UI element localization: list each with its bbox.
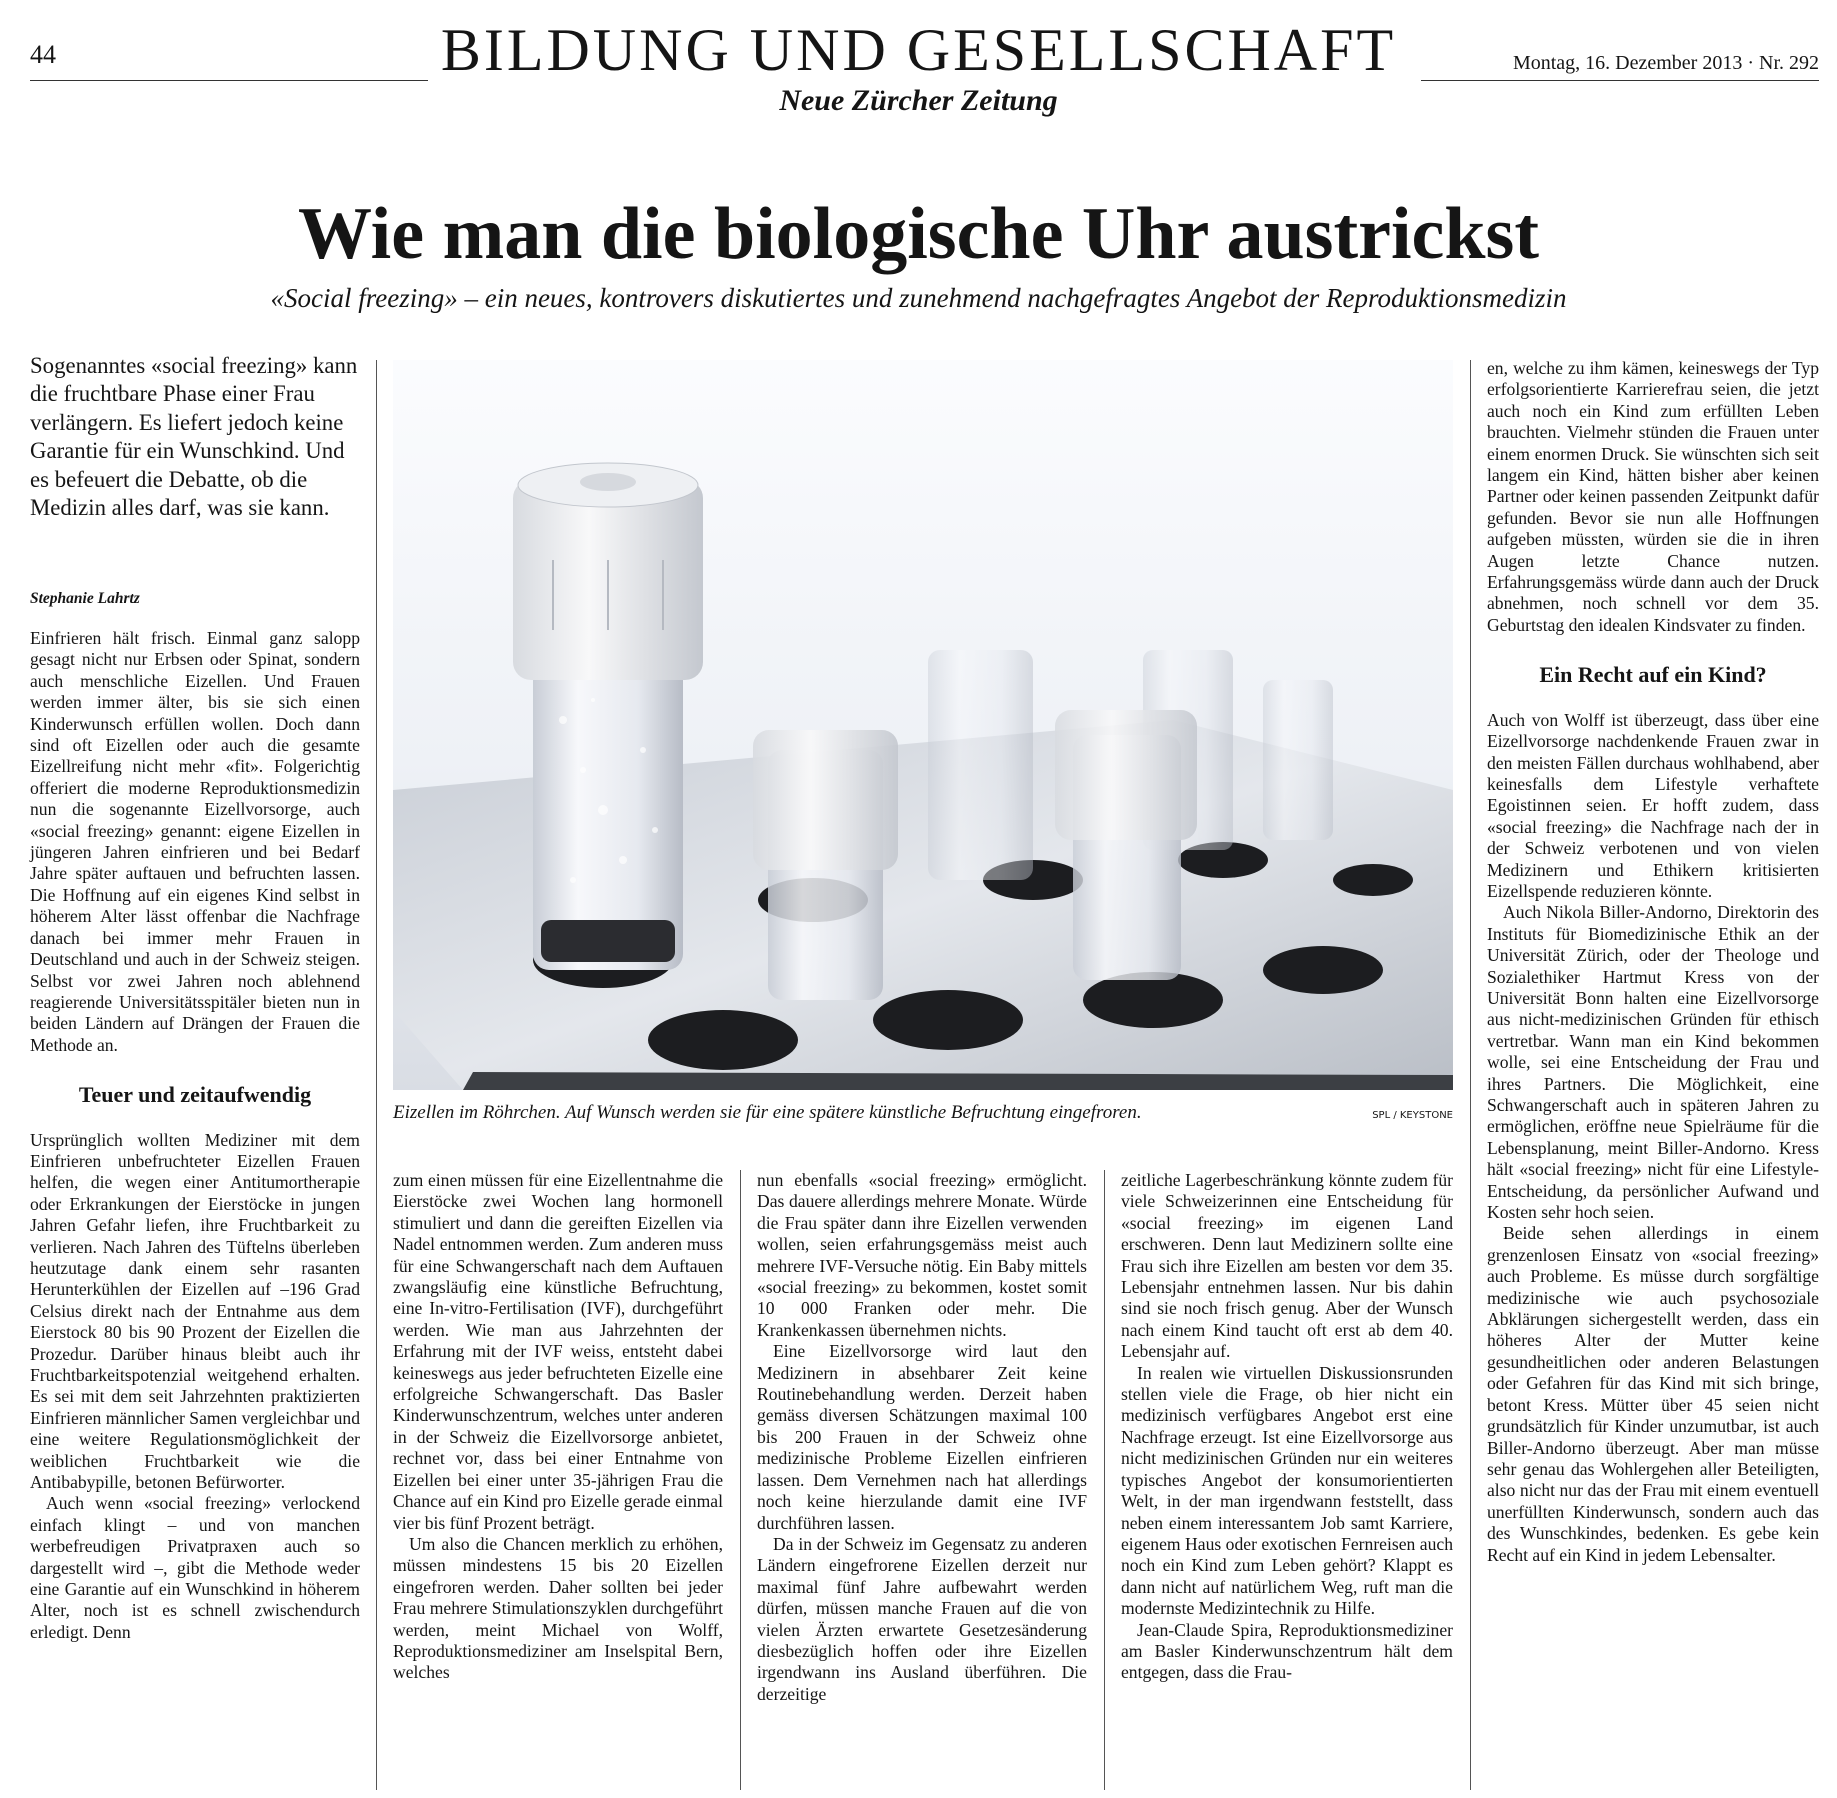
body-paragraph: Einfrieren hält frisch. Einmal ganz salopp gesagt nicht nur Erbsen oder Spinat, sondern auch menschliche Eizellen. Und Frauen werden immer älter, bis sie sich einen Kinderwunsch erfüllen wollen. Doch dann sind oft Eizellen oder auch die gesamte Eizellreifung nicht mehr «fit». Folgerichtig offeriert die moderne Reproduktionsmedizin nun die sogenannte Eizellvorsorge, auch «social freezing» genannt: eigene Eizellen in jüngeren Jahren einfrieren und bei Bedarf Jahre später auftauen und befruchten lassen. Die Hoffnung auf ein eigenes Kind selbst in höherem Alter lässt offenbar die Nachfrage danach bei immer mehr Frauen in Deutschland und auch in der Schweiz steigen. Selbst vor zwei Jahren noch ablehnend reagierende Universitätsspitäler bieten nun in beiden Ländern auf Drängen der Frauen die Methode an. (30, 628, 360, 1055)
lead-paragraph: Sogenanntes «social freezing» kann die fruchtbare Phase einer Frau verlängern. Es liefert jedoch keine Garantie für ein Wunschkind. Und es befeuert die Debatte, ob die Medizin alles darf, was sie kann. (30, 353, 358, 521)
body-paragraph: Auch Nikola Biller-Andorno, Direktorin des Instituts für Biomedizinische Ethik an der Universität Zürich, oder der Theologe und Sozialethiker Hartmut Kress von der Universität Bonn halten eine Eizellvorsorge aus nicht-medizinischen Gründen für ethisch vertretbar. Wann man ein Kind bekommen wolle, sei eine Entscheidung der Frau und ihres Partners. Die Möglichkeit, eine Schwangerschaft auch in späteren Jahren zu ermöglichen, eröffne neue Spielräume für die Lebensplanung, meint Biller-Andorno. Kress hält «social freezing» nicht für eine Lifestyle-Entscheidung, da persönlicher Aufwand und Kosten sehr hoch seien. (1487, 902, 1819, 1223)
body-paragraph: Beide sehen allerdings in einem grenzenlosen Einsatz von «social freezing» auch Probleme. Es müsse durch sorgfältige medizinische wie auch psychosoziale Abklärungen sichergestellt werden, dass ein höheres Alter der Mutter keine gesundheitlichen oder anderen Belastungen oder Gefahren für das Kind mit sich bringe, betont Kress. Mütter über 45 seien nicht grundsätzlich für Kinder unzumutbar, ist auch Biller-Andorno überzeugt. Aber man müsse sehr genau das Wohlergehen aller Beteiligten, also nicht nur das der Frau mit einem eventuell unerfüllten Kinderwunsch, sondern auch das des Wunschkindes, bedenken. Es gebe kein Recht auf ein Kind in jedem Lebensalter. (1487, 1223, 1819, 1565)
photo-caption: Eizellen im Röhrchen. Auf Wunsch werden sie für eine spätere künstliche Befruchtung eingefroren. (393, 1102, 1142, 1123)
photo-credit: SPL / KEYSTONE (1372, 1110, 1453, 1121)
subheading-recht: Ein Recht auf ein Kind? (1539, 662, 1767, 688)
body-paragraph: Jean-Claude Spira, Reproduktionsmediziner am Basler Kinderwunschzentrum hält dem entgegen, dass die Frau- (1121, 1619, 1453, 1683)
newspaper-name: Neue Zürcher Zeitung (779, 84, 1058, 117)
body-paragraph: Da in der Schweiz im Gegensatz zu anderen Ländern eingefrorene Eizellen derzeit nur maximal fünf Jahre aufbewahrt werden dürfen, müssen manche Frauen auf die von vielen Ärzten erwartete Gesetzesänderung diesbezüglich hoffen oder ihre Eizellen irgendwann ins Ausland überführen. Die derzeitige (757, 1533, 1087, 1704)
body-paragraph: nun ebenfalls «social freezing» ermöglicht. Das dauere allerdings mehrere Monate. Würde die Frau später dann ihre Eizellen verwenden wollen, seien erfahrungsgemäss meist auch mehrere IVF-Versuche nötig. Ein Baby mittels «social freezing» zu bekommen, kostet somit 10 000 Franken oder mehr. Die Krankenkassen übernehmen nichts. (757, 1170, 1087, 1340)
article-photo (393, 360, 1453, 1090)
headline: Wie man die biologische Uhr austrickst (298, 193, 1539, 275)
column-5 (1487, 358, 1819, 1566)
body-paragraph: Auch von Wolff ist überzeugt, dass über eine Eizellvorsorge nachdenkende Frauen zwar in den meisten Fällen durchaus wohlhabend, aber keinesfalls dem Lifestyle verhaftete Egoistinnen seien. Er hofft zudem, dass «social freezing» die Nachfrage nach der in der Schweiz verbotenen und von vielen Medizinern und Ethikern kritisierten Eizellspende reduzieren könnte. (1487, 709, 1819, 901)
author-byline: Stephanie Lahrtz (30, 590, 140, 607)
body-paragraph: Ursprünglich wollten Mediziner mit dem Einfrieren unbefruchteter Eizellen Frauen helfen, die wegen einer Antitumortherapie oder Erkrankungen der Eierstöcke in jungen Jahren Gefahr liefen, ihre Fruchtbarkeit zu verlieren. Nach Jahren des Tüftelns überleben heutzutage dank einem sehr rasanten Herunterkühlen der Eizellen auf –196 Grad Celsius direkt nach der Entnahme aus dem Eierstock 80 bis 90 Prozent der Eizellen die Prozedur. Darüber hinaus bleibt auch ihr Fruchtbarkeitspotenzial weitgehend erhalten. Es sei mit dem seit Jahrzehnten praktizierten Einfrieren männlicher Samen vergleichbar und eine weitere Regulationsmöglichkeit der weiblichen Fruchtbarkeit wie die Antibabypille, betonen Befürworter. (30, 1129, 360, 1493)
body-paragraph: Eine Eizellvorsorge wird laut den Medizinern in absehbarer Zeit keine Routinebehandlung werden. Derzeit haben gemäss diversen Schätzungen maximal 100 bis 200 Frauen in der Schweiz ohne medizinische Probleme Eizellen einfrieren lassen. Dem Vernehmen nach hat allerdings noch keine hierzulande damit eine IVF durchführen lassen. (757, 1341, 1087, 1533)
section-title: BILDUNG UND GESELLSCHAFT (440, 17, 1397, 83)
subhead: «Social freezing» – ein neues, kontrovers diskutiertes und zunehmend nachgefragtes Angebot der Reproduktionsmedizin (270, 283, 1567, 313)
body-paragraph: en, welche zu ihm kämen, keineswegs der Typ erfolgsorientierte Karrierefrau seien, die jetzt auch noch ein Kind zum erfüllten Leben brauchten. Vielmehr stünden die Frauen unter einem enormen Druck. Sie wünschten sich seit langem ein Kind, hätten bisher aber keinen Partner oder keinen passenden Zeitpunkt dafür gefunden. Bevor sie nun alle Hoffnungen aufgeben müssten, würden sie die in ihren Augen letzte Chance nutzen. Erfahrungsgemäss würde dann auch der Druck abnehmen, noch schnell vor dem 35. Geburtstag den idealen Kindsvater zu finden. (1487, 358, 1819, 635)
column-divider (740, 1170, 741, 1790)
column-divider (1104, 1170, 1105, 1790)
dateline: Montag, 16. Dezember 2013 · Nr. 292 (1512, 52, 1819, 74)
page-number: 44 (30, 40, 56, 69)
column-2 (393, 1170, 723, 1684)
body-paragraph: zeitliche Lagerbeschränkung könnte zudem für viele Schweizerinnen eine Entscheidung für «social freezing» im eigenen Land erschweren. Denn laut Medizinern sollte eine Frau sich ihre Eizellen am besten vor dem 35. Lebensjahr entnehmen lassen. Nur bis dahin sind sie noch frisch genug. Aber der Wunsch nach einem Kind taucht oft erst ab dem 40. Lebensjahr auf. (1121, 1170, 1453, 1362)
masthead-rule-right (1421, 80, 1819, 81)
body-paragraph: In realen wie virtuellen Diskussionsrunden stellen viele die Frage, ob hier nicht ein medizinisch verfügbares Angebot erst eine Nachfrage erzeugt. Ist eine Eizellvorsorge aus nicht medizinischen Gründen nur ein weiteres typisches Angebot der konsumorientierten Welt, in der man irgendwann feststellt, dass neben einem interessantem Job samt Karriere, eigenem Haus oder exotischen Fernreisen auch noch ein Kind zum Leben gehört? Klappt es dann nicht auf natürlichem Weg, ruft man die modernste Medizintechnik zu Hilfe. (1121, 1362, 1453, 1619)
column-divider (376, 360, 377, 1790)
body-paragraph: zum einen müssen für eine Eizellentnahme die Eierstöcke zwei Wochen lang hormonell stimuliert und dann die gereiften Eizellen via Nadel entnommen werden. Zum anderen muss für eine Schwangerschaft nach dem Auftauen zwangsläufig eine künstliche Befruchtung, eine In-vitro-Fertilisation (IVF), durchgeführt werden. Wie man aus Jahrzehnten der Erfahrung mit der IVF weiss, entsteht dabei keineswegs aus jeder befruchteten Eizelle eine erfolgreiche Schwangerschaft. Das Basler Kinderwunschzentrum, welches unter anderen in der Schweiz die Eizellvorsorge anbietet, rechnet vor, dass bei einer Entnahme von Eizellen bei einer unter 35-jährigen Frau die Chance auf ein Kind pro Eizelle gerade einmal vier bis fünf Prozent beträgt. (393, 1170, 723, 1533)
column-3 (757, 1170, 1087, 1705)
test-tube-photo-illustration (393, 360, 1453, 1090)
body-paragraph: Auch wenn «social freezing» verlockend einfach klingt – und von manchen werbefreudigen Privatpraxen auch so dargestellt wird –, gibt die Methode weder eine Garantie auf ein Wunschkind in höherem Alter, noch ist es schnell zwischendurch erledigt. Denn (30, 1493, 360, 1642)
column-divider (1470, 360, 1471, 1790)
column-1 (30, 628, 360, 1643)
body-paragraph: Um also die Chancen merklich zu erhöhen, müssen mindestens 15 bis 20 Eizellen eingefroren werden. Daher sollten bei jeder Frau mehrere Stimulationszyklen durchgeführt werden, meint Michael von Wolff, Reproduktionsmediziner am Inselspital Bern, welches (393, 1533, 723, 1683)
column-4 (1121, 1170, 1453, 1684)
subheading-teuer: Teuer und zeitaufwendig (78, 1082, 312, 1108)
